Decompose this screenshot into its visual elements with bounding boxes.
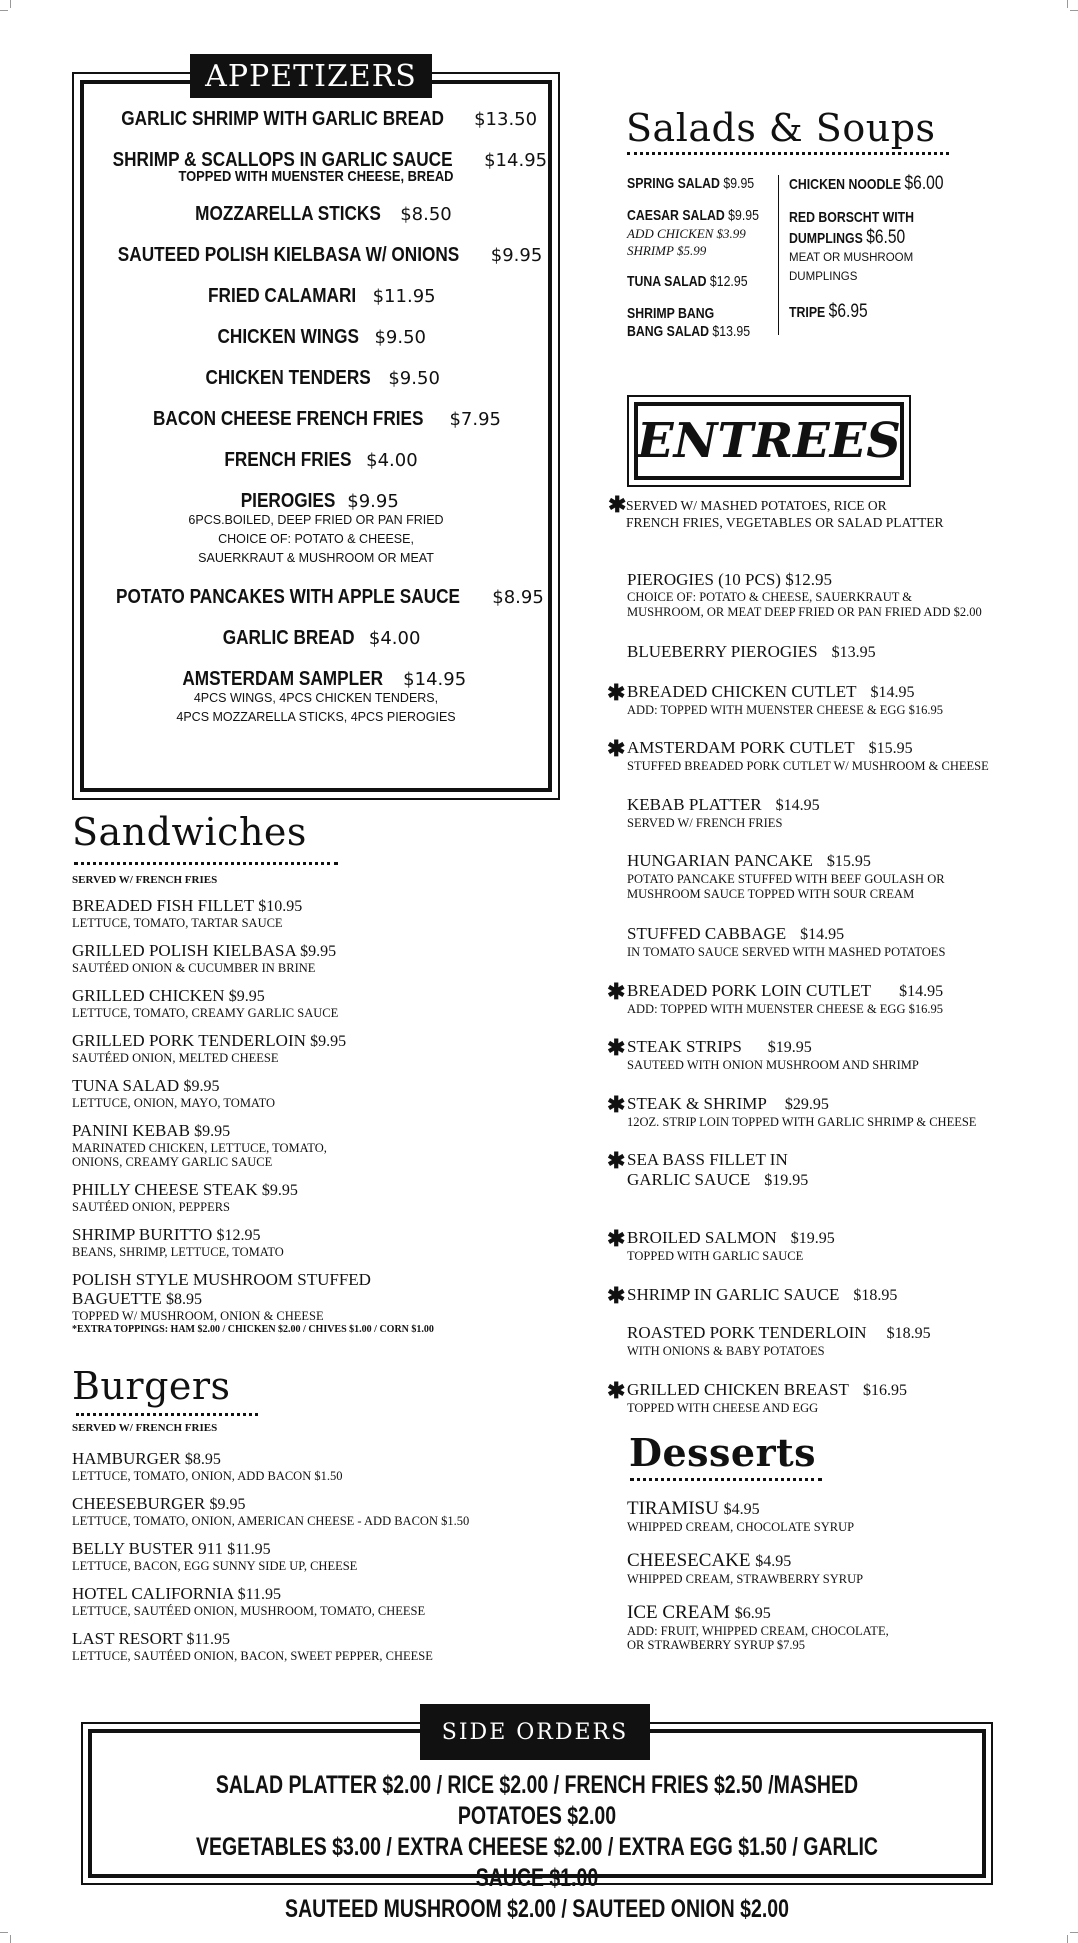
burgers-list: [72, 1449, 572, 1674]
appetizer-item: BACON CHEESE FRENCH FRIES $7.95: [152, 408, 501, 430]
burgers-divider: [76, 1413, 258, 1416]
side-orders-line: VEGETABLES $3.00 / EXTRA CHEESE $2.00 / EXTRA EGG $1.50 / GARLIC SAUCE $1.00: [196, 1833, 878, 1892]
appetizers-list: [80, 108, 552, 745]
sandwiches-served-note: SERVED W/ FRENCH FRIES: [72, 874, 218, 886]
asterisk-icon: ✱: [607, 979, 626, 1004]
salads-soups-title: Salads & Soups: [626, 106, 936, 150]
burger-item: CHEESEBURGER $9.95 LETTUCE, TOMATO, ONION, AMERICAN CHEESE - ADD BACON $1.50: [72, 1494, 470, 1528]
burger-item: BELLY BUSTER 911 $11.95 LETTUCE, BACON, EGG SUNNY SIDE UP, CHEESE: [72, 1539, 358, 1573]
asterisk-icon: ✱: [607, 1226, 626, 1251]
entree-item: KEBAB PLATTER $14.95 SERVED W/ FRENCH FRIES: [627, 795, 820, 830]
entree-item: ✱ BROILED SALMON $19.95 TOPPED WITH GARLIC SAUCE: [607, 1226, 835, 1263]
crop-mark: [10, 0, 11, 8]
burger-item: LAST RESORT $11.95 LETTUCE, SAUTÉED ONION, BACON, SWEET PEPPER, CHEESE: [72, 1629, 433, 1663]
asterisk-icon: ✱: [607, 1283, 626, 1308]
burger-item: HOTEL CALIFORNIA $11.95 LETTUCE, SAUTÉED ONION, MUSHROOM, TOMATO, CHEESE: [72, 1584, 426, 1618]
asterisk-icon: ✱: [607, 1148, 626, 1173]
dessert-item: ICE CREAM $6.95 ADD: FRUIT, WHIPPED CREAM, CHOCOLATE, OR STRAWBERRY SYRUP $7.95: [627, 1602, 889, 1652]
sandwich-item: BREADED FISH FILLET $10.95 LETTUCE, TOMATO, TARTAR SAUCE: [72, 896, 303, 930]
crop-mark: [1067, 0, 1068, 8]
crop-mark: [1067, 1935, 1068, 1943]
side-orders-line: SALAD PLATTER $2.00 / RICE $2.00 / FRENCH FRIES $2.50 /MASHED POTATOES $2.00: [215, 1771, 859, 1830]
entree-item: HUNGARIAN PANCAKE $15.95 POTATO PANCAKE STUFFED WITH BEEF GOULASH OR MUSHROOM SAUCE TOPPED WITH SOUR CREAM: [627, 851, 945, 901]
entree-item: ✱ STEAK STRIPS $19.95 SAUTEED WITH ONION MUSHROOM AND SHRIMP: [607, 1035, 919, 1072]
entree-item: PIEROGIES (10 PCS) $12.95 CHOICE OF: POTATO & CHEESE, SAUERKRAUT & MUSHROOM, OR MEAT DEEP FRIED OR PAN FRIED ADD $2.00: [627, 570, 982, 619]
side-orders-line: SAUTEED MUSHROOM $2.00 / SAUTEED ONION $2.00: [285, 1895, 789, 1923]
appetizer-item: MOZZARELLA STICKS $8.50: [195, 203, 452, 225]
entree-item: STUFFED CABBAGE $14.95 IN TOMATO SAUCE SERVED WITH MASHED POTATOES: [627, 924, 946, 959]
burgers-served-note: SERVED W/ FRENCH FRIES: [72, 1422, 218, 1434]
crop-mark: [0, 1932, 8, 1933]
asterisk-icon: ✱: [607, 1035, 626, 1060]
salads-soups-divider: [627, 152, 949, 155]
sandwiches-list: [72, 896, 572, 1348]
sandwich-item: GRILLED CHICKEN $9.95 LETTUCE, TOMATO, CREAMY GARLIC SAUCE: [72, 986, 339, 1020]
entree-item: ✱ AMSTERDAM PORK CUTLET $15.95 STUFFED BREADED PORK CUTLET W/ MUSHROOM & CHEESE: [607, 736, 989, 773]
sandwich-item: GRILLED PORK TENDERLOIN $9.95 SAUTÉED ONION, MELTED CHEESE: [72, 1031, 347, 1065]
salad-item: TUNA SALAD $12.95: [627, 273, 748, 290]
salads-soups-column-divider: [778, 175, 779, 335]
appetizer-item: AMSTERDAM SAMPLER $14.95 4PCS WINGS, 4PCS CHICKEN TENDERS, 4PCS MOZZARELLA STICKS, 4PCS PIEROGIES: [176, 668, 467, 724]
salads-list: [627, 175, 777, 355]
appetizer-item: SAUTEED POLISH KIELBASA W/ ONIONS $9.95: [117, 244, 543, 266]
dessert-item: TIRAMISU $4.95 WHIPPED CREAM, CHOCOLATE SYRUP: [627, 1498, 855, 1534]
entree-item: ROASTED PORK TENDERLOIN $18.95 WITH ONIONS & BABY POTATOES: [627, 1323, 931, 1358]
appetizer-item: PIEROGIES $9.95 6PCS.BOILED, DEEP FRIED OR PAN FRIED CHOICE OF: POTATO & CHEESE, SAUERKRAUT & MUSHROOM OR MEAT: [188, 490, 444, 565]
asterisk-icon: ✱: [607, 1378, 626, 1403]
burgers-title: Burgers: [72, 1364, 231, 1408]
soups-list: [789, 173, 949, 337]
entrees-list: [607, 570, 1057, 1430]
appetizers-title: APPETIZERS: [190, 54, 432, 98]
soup-item: RED BORSCHT WITH DUMPLINGS $6.50 MEAT OR MUSHROOM DUMPLINGS: [789, 209, 915, 283]
asterisk-icon: ✱: [608, 492, 627, 518]
sandwich-item: SHRIMP BURITTO $12.95 BEANS, SHRIMP, LETTUCE, TOMATO: [72, 1225, 284, 1259]
appetizer-item: POTATO PANCAKES WITH APPLE SAUCE $8.95: [116, 586, 544, 608]
asterisk-icon: ✱: [607, 680, 626, 705]
appetizer-item: GARLIC SHRIMP WITH GARLIC BREAD $13.50: [121, 108, 538, 130]
sandwiches-divider: [74, 862, 338, 865]
burger-item: HAMBURGER $8.95 LETTUCE, TOMATO, ONION, ADD BACON $1.50: [72, 1449, 343, 1483]
sandwich-item: PHILLY CHEESE STEAK $9.95 SAUTÉED ONION, PEPPERS: [72, 1180, 298, 1214]
entree-item: ✱ SHRIMP IN GARLIC SAUCE $18.95: [607, 1283, 898, 1308]
entree-item: BLUEBERRY PIEROGIES $13.95: [627, 642, 876, 661]
entree-item: ✱ SEA BASS FILLET IN GARLIC SAUCE $19.95: [607, 1148, 809, 1189]
appetizer-item: CHICKEN TENDERS $9.50: [205, 367, 440, 389]
appetizer-item: SHRIMP & SCALLOPS IN GARLIC SAUCE $14.95 TOPPED WITH MUENSTER CHEESE, BREAD: [112, 149, 548, 185]
sandwich-item: PANINI KEBAB $9.95 MARINATED CHICKEN, LETTUCE, TOMATO, ONIONS, CREAMY GARLIC SAUCE: [72, 1121, 327, 1169]
salad-item: CAESAR SALAD $9.95 ADD CHICKEN $3.99 SHRIMP $5.99: [627, 207, 759, 258]
entrees-note: SERVED W/ MASHED POTATOES, RICE OR FRENCH FRIES, VEGETABLES OR SALAD PLATTER: [626, 498, 944, 530]
side-orders-title: SIDE ORDERS: [420, 1704, 650, 1760]
entree-item: ✱ BREADED PORK LOIN CUTLET $14.95 ADD: TOPPED WITH MUENSTER CHEESE & EGG $16.95: [607, 979, 944, 1016]
sandwich-item: TUNA SALAD $9.95 LETTUCE, ONION, MAYO, TOMATO: [72, 1076, 276, 1110]
appetizer-item: CHICKEN WINGS $9.50: [217, 326, 426, 348]
sandwiches-title: Sandwiches: [72, 810, 307, 854]
salad-item: SHRIMP BANG BANG SALAD $13.95: [627, 305, 751, 340]
crop-mark: [10, 1935, 11, 1943]
desserts-list: [627, 1498, 1047, 1663]
side-orders-list: [90, 1770, 984, 1925]
entree-item: ✱ GRILLED CHICKEN BREAST $16.95 TOPPED WITH CHEESE AND EGG: [607, 1378, 907, 1415]
crop-mark: [1070, 1932, 1078, 1933]
soup-item: CHICKEN NOODLE $6.00: [789, 173, 944, 194]
crop-mark: [0, 10, 8, 11]
appetizer-item: FRIED CALAMARI $11.95: [208, 285, 436, 307]
entree-item: ✱ BREADED CHICKEN CUTLET $14.95 ADD: TOPPED WITH MUENSTER CHEESE & EGG $16.95: [607, 680, 943, 717]
appetizer-item: FRENCH FRIES $4.00: [224, 449, 418, 471]
appetizer-item: GARLIC BREAD $4.00: [222, 627, 421, 649]
soup-item: TRIPE $6.95: [789, 301, 868, 322]
asterisk-icon: ✱: [607, 1092, 626, 1117]
salad-item: SPRING SALAD $9.95: [627, 175, 755, 192]
desserts-divider: [630, 1478, 822, 1481]
dessert-item: CHEESECAKE $4.95 WHIPPED CREAM, STRAWBERRY SYRUP: [627, 1550, 864, 1586]
sandwich-item: GRILLED POLISH KIELBASA $9.95 SAUTÉED ONION & CUCUMBER IN BRINE: [72, 941, 337, 975]
entrees-title: ENTREES: [634, 402, 904, 480]
sandwich-item: POLISH STYLE MUSHROOM STUFFED BAGUETTE $8.95 TOPPED W/ MUSHROOM, ONION & CHEESE *EXTRA TOPPINGS: HAM $2.00 / CHICKEN $2.00 / CHIVES $1.00 / CORN $1.00: [72, 1270, 434, 1335]
desserts-title: Desserts: [629, 1430, 817, 1475]
asterisk-icon: ✱: [607, 736, 626, 761]
crop-mark: [1070, 10, 1078, 11]
entree-item: ✱ STEAK & SHRIMP $29.95 12OZ. STRIP LOIN TOPPED WITH GARLIC SHRIMP & CHEESE: [607, 1092, 977, 1129]
entrees-box: [627, 395, 911, 487]
